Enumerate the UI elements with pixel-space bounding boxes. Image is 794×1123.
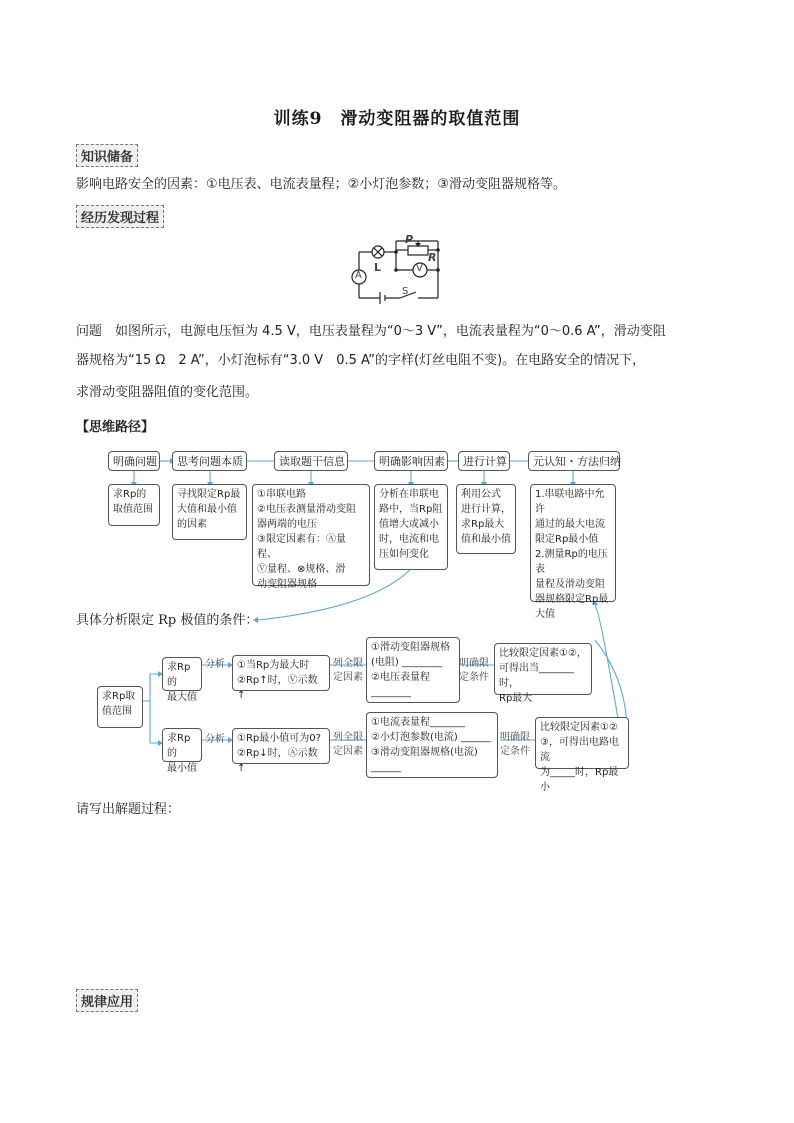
flow-step-1: 明确问题 bbox=[108, 451, 160, 471]
analyze-label-max: 分析 bbox=[205, 659, 225, 670]
list-factors-max: 列全限 定因素 bbox=[333, 658, 363, 683]
slider-label: P bbox=[405, 233, 414, 246]
flow-detail-4: 分析在串联电 路中，当Rp阻 值增大或减小 时，电流和电 压如何变化 bbox=[374, 484, 448, 570]
root-box: 求Rp取 值范围 bbox=[97, 686, 143, 728]
flow-detail-3: ①串联电路 ②电压表测量滑动变阻 器两端的电压 ③限定因素有：Ⓐ量程、 Ⓥ量程、⊗规格、滑 动变阻器规格 bbox=[252, 484, 370, 586]
problem-line-2: 器规格为“15 Ω 2 A”，小灯泡标有“3.0 V 0.5 A”的字样(灯丝电阻不变)。在电路安全的情况下， bbox=[76, 353, 646, 368]
flow-step-6: 元认知・方法归纳 bbox=[528, 451, 620, 471]
max-factors-box: ①滑动变阻器规格 (电阻) ________ ②电压表量程 ________ bbox=[366, 637, 460, 703]
flow-step-4: 明确影响因素 bbox=[374, 451, 448, 471]
min-question-box: 求Rp的 最小值 bbox=[162, 728, 202, 762]
min-factors-box: ①电流表量程_______ ②小灯泡参数(电流) ______ ③滑动变阻器规格(电流) ______ bbox=[366, 712, 498, 778]
analyze-label-min: 分析 bbox=[205, 734, 225, 745]
flow-step-3: 读取题干信息 bbox=[274, 451, 348, 471]
ammeter-label: A bbox=[355, 270, 362, 281]
flow-detail-1: 求Rp的 取值范围 bbox=[108, 484, 160, 526]
max-question-box: 求Rp的 最大值 bbox=[162, 657, 202, 691]
flow-detail-5: 利用公式 进行计算， 求Rp最大 值和最小值 bbox=[456, 484, 516, 554]
lamp-label: L bbox=[374, 261, 382, 274]
section-process: 经历发现过程 bbox=[76, 205, 164, 228]
clarify-min: 明确限 定条件 bbox=[500, 732, 530, 757]
rheostat-label: R bbox=[428, 251, 437, 264]
page-title: 训练9 滑动变阻器的取值范围 bbox=[273, 109, 521, 129]
flow-detail-6: 1.串联电路中允许 通过的最大电流 限定Rp最小值 2.测量Rp的电压表 量程及滑动变阻 器规格限定Rp最 大值 bbox=[530, 484, 616, 602]
flow-step-5: 进行计算 bbox=[458, 451, 510, 471]
flow-step-2: 思考问题本质 bbox=[172, 451, 247, 471]
min-condition-box: 比较限定因素①② ③，可得出电路电流 为_____时，Rp最小 bbox=[535, 717, 629, 769]
write-prompt: 请写出解题过程： bbox=[76, 802, 181, 817]
min-analysis-box: ①Rp最小值可为0? ②Rp↓时，Ⓐ示数↑ bbox=[232, 728, 330, 764]
switch-label: S bbox=[402, 286, 409, 297]
max-condition-box: 比较限定因素①②， 可得出当_______时， Rp最大 bbox=[494, 643, 592, 695]
section-apply: 规律应用 bbox=[76, 989, 138, 1012]
max-analysis-box: ①当Rp为最大时 ②Rp↑时，Ⓥ示数↑ bbox=[232, 655, 330, 691]
section-knowledge: 知识储备 bbox=[76, 144, 138, 167]
problem-line-3: 求滑动变阻器阻值的变化范围。 bbox=[76, 385, 259, 400]
thinking-heading: 【思维路径】 bbox=[76, 420, 155, 435]
knowledge-text: 影响电路安全的因素：①电压表、电流表量程；②小灯泡参数；③滑动变阻器规格等。 bbox=[76, 177, 566, 192]
clarify-max: 明确限 定条件 bbox=[459, 658, 489, 683]
flow-detail-2: 寻找限定Rp最 大值和最小值 的因素 bbox=[172, 484, 247, 540]
analysis-heading: 具体分析限定 Rp 极值的条件： bbox=[76, 613, 259, 628]
list-factors-min: 列全限 定因素 bbox=[333, 732, 363, 757]
voltmeter-label: V bbox=[416, 263, 423, 274]
problem-line-1: 问题 如图所示，电源电压恒为 4.5 V，电压表量程为“0～3 V”，电流表量程为“0～0.6 A”，滑动变阻 bbox=[76, 324, 666, 339]
